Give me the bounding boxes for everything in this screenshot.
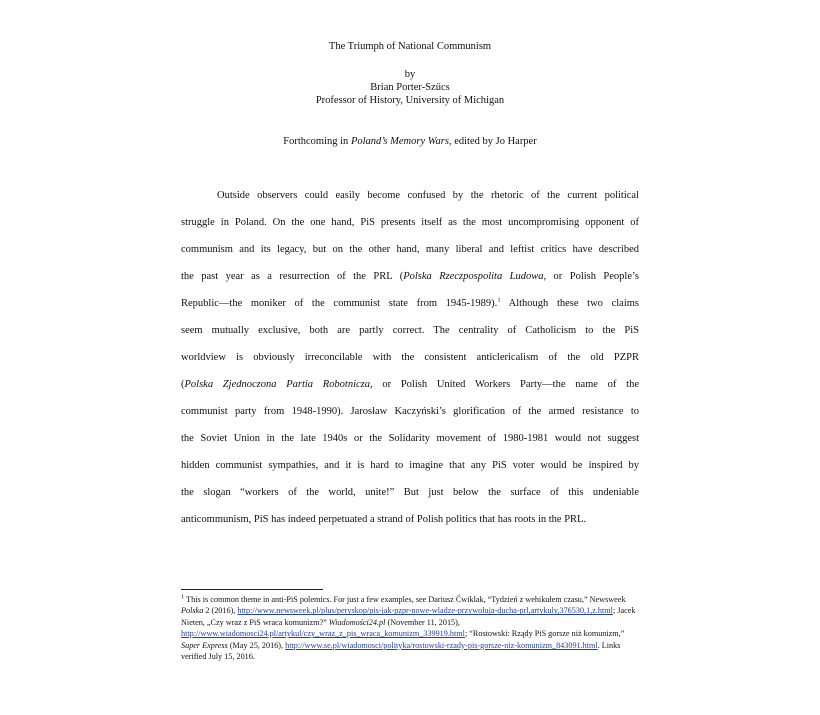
forthcoming-note [0,135,820,148]
author-name: Brian Porter-Szűcs [370,82,450,93]
author-affiliation: Professor of History, University of Michigan [315,95,505,106]
body-line: the slogan “workers of the world, unite!” But just below the surface of this undeniable [181,487,639,498]
footnote-text: . Links verified July 15, 2016. [181,640,621,662]
body-line: hidden communist sympathies, and it is hard to imagine that any PiS voter would be inspired by [181,460,639,471]
document-title: The Triumph of National Communism [328,41,492,52]
body-line: struggle in Poland. On the one hand, PiS presents itself as the most uncompromising opponent of [181,217,639,228]
footnote-number: 1 [181,593,185,601]
footnote-separator [181,589,323,590]
forthcoming-book: Poland’s Memory Wars [350,136,449,147]
body-text-run: Republic—the moniker of the communist state from 1945-1989). [181,298,498,309]
body-line: the Soviet Union in the late 1940s or the Solidarity movement of 1980-1981 would not suggest [181,433,639,444]
body-text-run: Although these two claims [500,298,639,309]
italic-term: Polska Zjednoczona Partia Robotnicza [184,379,371,390]
footnote-text: 2 (2016), [203,606,238,616]
body-line: anticommunism, PiS has indeed perpetuated a strand of Polish politics that has roots in the PRL. [181,514,587,525]
footnote-text: (May 25, 2016), [227,640,286,650]
italic-term: Polska Rzeczpospolita Ludowa [403,271,544,282]
body-text-run: , or Polish People’s [543,271,640,282]
footnote-marker[interactable]: 1 [497,296,501,304]
footnote-italic: Super Express [181,640,228,650]
body-text-run: ( [181,379,185,390]
footnote-text: This is common theme in anti-PiS polemics. For just a few examples, see Dariusz Ćwiklak, “Tydzień z wehikułem czasu,” Newsweek [184,595,626,604]
footnote-text: ; “Rostowski: Rządy PiS gorsze niż komunizm,” [464,629,625,639]
footnote-link-newsweek[interactable]: http://www.newsweek.pl/plus/peryskop/pis-jak-pzpr-nowe-wladze-przywoluja-ducha-prl,artykuly,376530,1,z.html [237,606,613,616]
footnote-italic: Polska [181,606,204,616]
footnote-text: (November 11, 2015), [385,617,460,627]
footnote-link-se[interactable]: http://www.se.pl/wiadomosci/polityka/rostowski-rzady-pis-gorsze-niz-komunizm_843091.html [285,640,598,650]
body-line: Outside observers could easily become confused by the rhetoric of the current political [217,190,639,201]
body-line [181,263,639,290]
body-line: communist party from 1948-1990). Jarosław Kaczyński’s glorification of the armed resistance to [181,406,639,417]
body-line: seem mutually exclusive, both are partly correct. The centrality of Catholicism to the PiS [181,325,639,336]
footnote-text: ; Jacek Nieten, „Czy wraz z PiS wraca komunizm?” [181,606,636,627]
body-line: communism and its legacy, but on the other hand, many liberal and leftist critics have described [181,244,639,255]
body-line: worldview is obviously irreconcilable with the consistent anticlericalism of the old PZPR [181,352,639,363]
footnote-link-wiadomosci24[interactable]: http://www.wiadomosci24.pl/artykul/czy_wraz_z_pis_wraca_komunizm_339919.html [181,629,465,639]
body-text-run: , or Polish United Workers Party—the name of the [370,379,639,390]
forthcoming-suffix: , edited by Jo Harper [448,136,537,147]
forthcoming-prefix: Forthcoming in [283,136,351,147]
footnote [181,594,639,662]
body-paragraph [181,182,639,533]
body-text-run: the past year as a resurrection of the PRL ( [181,271,404,282]
byline-by: by [404,69,416,80]
body-line [181,371,639,398]
footnote-italic: Wiadomości24.pl [328,617,386,627]
body-line [181,290,639,317]
